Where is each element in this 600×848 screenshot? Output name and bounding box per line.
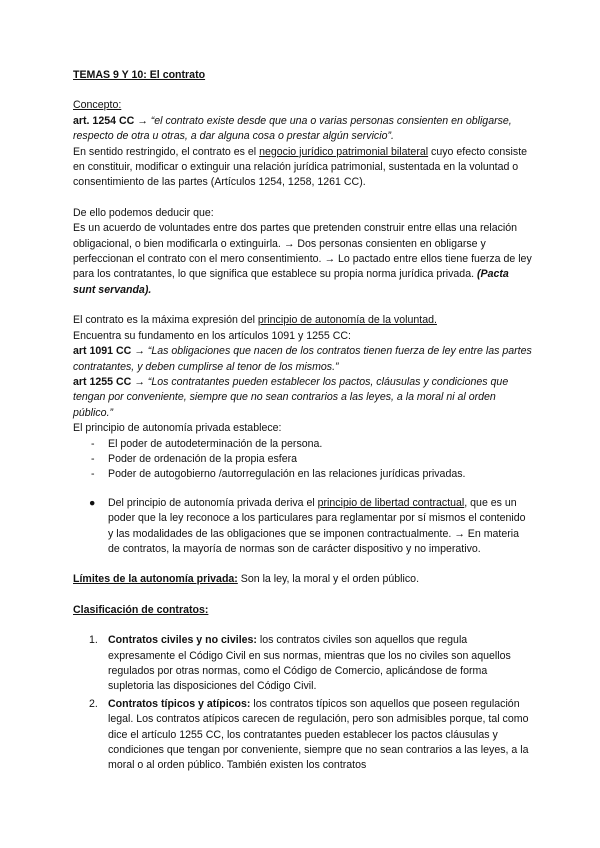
art1091-quote: “Las obligaciones que nacen de los contratos tienen fuerza de ley entre las partes contratantes, y deben cumplirse al tenor de los mismos.” [73,345,532,373]
negocio-juridico-link: negocio jurídico patrimonial bilateral [259,145,429,158]
list-number: 2. [89,697,98,710]
page-title: TEMAS 9 Y 10: El contrato [73,69,206,81]
sentido-text-end: cuyo efecto consiste en constituir, modificar o extinguir una relación jurídica patrimonial, sustentada en la voluntad o consentimiento de las partes (Artículos 1254, 1258, 1261 CC). [73,145,528,189]
autonomia-list [73,437,533,483]
clasificacion-heading: Clasificación de contratos: [73,603,209,616]
principio-autonomia-link: principio de autonomía de la voluntad. [257,314,437,327]
art1255-quote: “Los contratantes pueden establecer los pactos, cláusulas y condiciones que tengan por conveniente, siempre que no sean contrarios a las leyes, a la moral ni al orden público.” [73,375,509,419]
bullet-text-end: , que es un poder que la ley reconoce a los particulares para reglamentar por sí mismos el contenido y las modalidades de las obligaciones que se imponen contractualmente. → En materia de contratos, la mayoría de normas son de carácter dispositivo y no imperativo. [108,496,526,555]
document-page [73,68,533,776]
item-text: los contratos típicos son aquellos que poseen regulación legal. Los contratos atípicos carecen de regulación, pero son admisibles porque, tal como dice el artículo 1255 CC, los contratantes pueden establecer los pactos cláusulas y condiciones que tengan por conveniente, siempre que no sean contrarios a las leyes, a la moral o al orden público. También existen los contratos [108,697,529,772]
deducir-intro: De ello podemos deducir que: [73,206,214,219]
bullet-text: Del principio de autonomía privada deriva el [108,496,318,509]
sentido-text: En sentido restringido, el contrato es el [73,145,260,158]
pacta-sunt-servanda: (Pacta sunt servanda). [73,268,509,296]
arrow-icon: → [134,375,145,388]
arrow-icon: → [137,114,148,127]
libertad-contractual-bullet [73,496,533,558]
art1254-quote: “el contrato existe desde que una o varias personas consienten en obligarse, respecto de otra u otras, a dar alguna cosa o prestar algún servicio”. [73,114,512,143]
establece-text: El principio de autonomía privada establece: [73,422,282,435]
item-text: los contratos civiles son aquellos que regula expresamente el Código Civil en sus normas, mientras que los no civiles son aquellos regulados por otras normas, como el Código de Comercio, aplicándose de forma supletoria las disposiciones del Código Civil. [108,634,511,693]
limites-text: Son la ley, la moral y el orden público. [237,573,420,586]
fundamento-text: Encuentra su fundamento en los artículos 1091 y 1255 CC: [73,329,351,342]
deducir-body: Es un acuerdo de voluntades entre dos partes que pretenden construir entre ellas una relación obligacional, o bien modificarla o extinguirla. → Dos personas consienten en obligarse y perfeccionan el contrato con el mero consentimiento. → Lo pactado entre ellos tiene fuerza de ley para los contratantes, lo que significa que establece su propia norma jurídica privada. [73,222,532,281]
limites-label: Límites de la autonomía privada: [73,573,238,586]
list-item: - El poder de autodeterminación de la persona. [73,437,533,452]
art1254-paragraph [73,114,533,145]
list-item: - Poder de autogobierno /autorregulación en las relaciones jurídicas privadas. [73,467,533,482]
sentido-restringido-paragraph [73,145,533,191]
list-item [73,697,533,774]
art1091-ref: art 1091 CC [73,345,132,358]
list-item [73,633,533,695]
limites-paragraph [73,572,533,587]
list-item: - Poder de ordenación de la propia esfera [73,452,533,467]
clasificacion-list [73,633,533,774]
art1255-paragraph [73,375,533,421]
concepto-heading: Concepto: [73,99,122,112]
art1091-paragraph [73,344,533,375]
item-label: Contratos civiles y no civiles: [108,634,257,647]
list-number: 1. [89,634,98,647]
libertad-contractual-link: principio de libertad contractual [317,496,465,509]
autonomia-paragraph [73,313,533,328]
bullet-icon: ● [89,496,96,509]
arrow-icon: → [134,345,145,358]
item-label: Contratos típicos y atípicos: [108,697,251,710]
autonomia-text: El contrato es la máxima expresión del [73,314,258,327]
deducir-paragraph [73,221,533,298]
art1254-ref: art. 1254 CC [73,114,135,127]
art1255-ref: art 1255 CC [73,375,132,388]
